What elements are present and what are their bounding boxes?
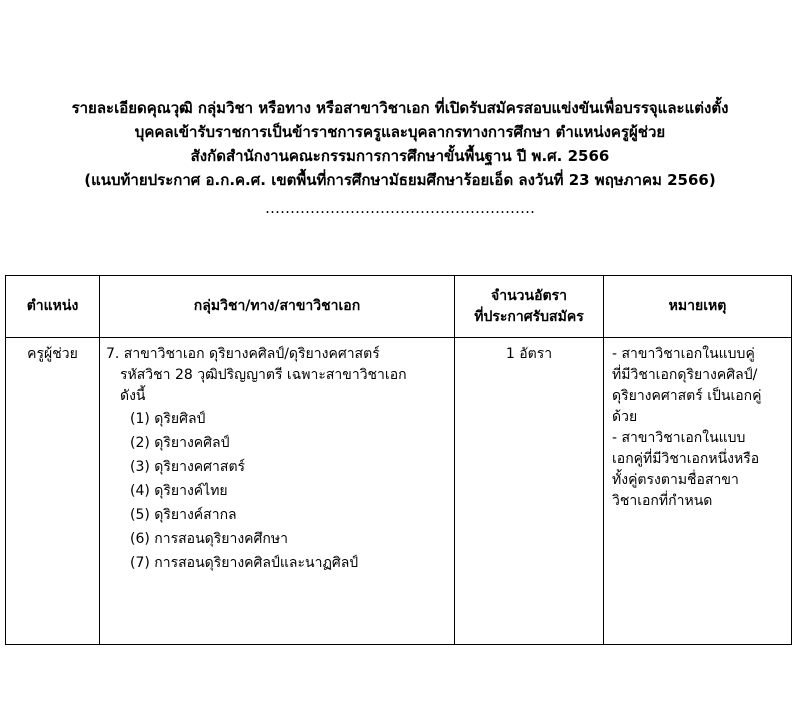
remark-line: - สาขาวิชาเอกในแบบ	[612, 430, 746, 446]
cell-quota: 1 อัตรา	[455, 338, 604, 645]
header-quota-line-2: ที่ประกาศรับสมัคร	[474, 308, 584, 325]
cell-subject	[100, 338, 455, 645]
header-position: ตำแหน่ง	[6, 276, 100, 338]
document-header	[0, 96, 800, 220]
remark-line: วิชาเอกที่กำหนด	[612, 493, 713, 509]
cell-remarks	[604, 338, 792, 645]
header-quota-line-1: จำนวนอัตรา	[491, 287, 567, 304]
subject-line-3: ดังนี้	[120, 388, 146, 404]
subject-line-1: 7. สาขาวิชาเอก ดุริยางคศิลป์/ดุริยางคศาสตร์	[106, 346, 380, 362]
remark-line: ที่มีวิชาเอกดุริยางคศิลป์/	[612, 367, 758, 383]
major-item: (5) ดุริยางค์สากล	[130, 507, 237, 523]
table-header-row	[6, 276, 792, 338]
remark-line: ดุริยางคศาสตร์ เป็นเอกคู่	[612, 388, 762, 404]
header-line-3: สังกัดสำนักงานคณะกรรมการการศึกษาขั้นพื้นฐาน ปี พ.ศ. 2566	[190, 147, 610, 165]
major-item: (7) การสอนดุริยางคศิลป์และนาฏศิลป์	[130, 555, 359, 571]
header-line-2: บุคคลเข้ารับราชการเป็นข้าราชการครูและบุคลากรทางการศึกษา ตำแหน่งครูผู้ช่วย	[134, 123, 666, 141]
dotted-separator: ………………………………………………	[265, 199, 535, 217]
header-line-4: (แนบท้ายประกาศ อ.ก.ค.ศ. เขตพื้นที่การศึกษามัธยมศึกษาร้อยเอ็ด ลงวันที่ 23 พฤษภาคม 2566)	[84, 171, 716, 189]
major-item: (2) ดุริยางคศิลป์	[130, 435, 230, 451]
major-item: (4) ดุริยางค์ไทย	[130, 483, 228, 499]
major-item: (1) ดุริยศิลป์	[130, 411, 206, 427]
remark-line: ด้วย	[612, 409, 638, 425]
header-line-1: รายละเอียดคุณวุฒิ กลุ่มวิชา หรือทาง หรือสาขาวิชาเอก ที่เปิดรับสมัครสอบแข่งขันเพื่อบรรจุและแต่งตั้ง	[71, 99, 729, 117]
qualification-table	[5, 275, 792, 645]
major-item: (3) ดุริยางคศาสตร์	[130, 459, 246, 475]
remark-line: เอกคู่ที่มีวิชาเอกหนึ่งหรือ	[612, 451, 760, 467]
header-quota	[455, 276, 604, 338]
subject-line-2: รหัสวิชา 28 วุฒิปริญญาตรี เฉพาะสาขาวิชาเอก	[120, 367, 407, 383]
remark-line: ทั้งคู่ตรงตามชื่อสาขา	[612, 472, 739, 488]
cell-position: ครูผู้ช่วย	[6, 338, 100, 645]
table-row	[6, 338, 792, 645]
header-subject: กลุ่มวิชา/ทาง/สาขาวิชาเอก	[100, 276, 455, 338]
remark-line: - สาขาวิชาเอกในแบบคู่	[612, 346, 755, 362]
header-remarks: หมายเหตุ	[604, 276, 792, 338]
major-list	[106, 407, 450, 575]
major-item: (6) การสอนดุริยางคศึกษา	[130, 531, 288, 547]
